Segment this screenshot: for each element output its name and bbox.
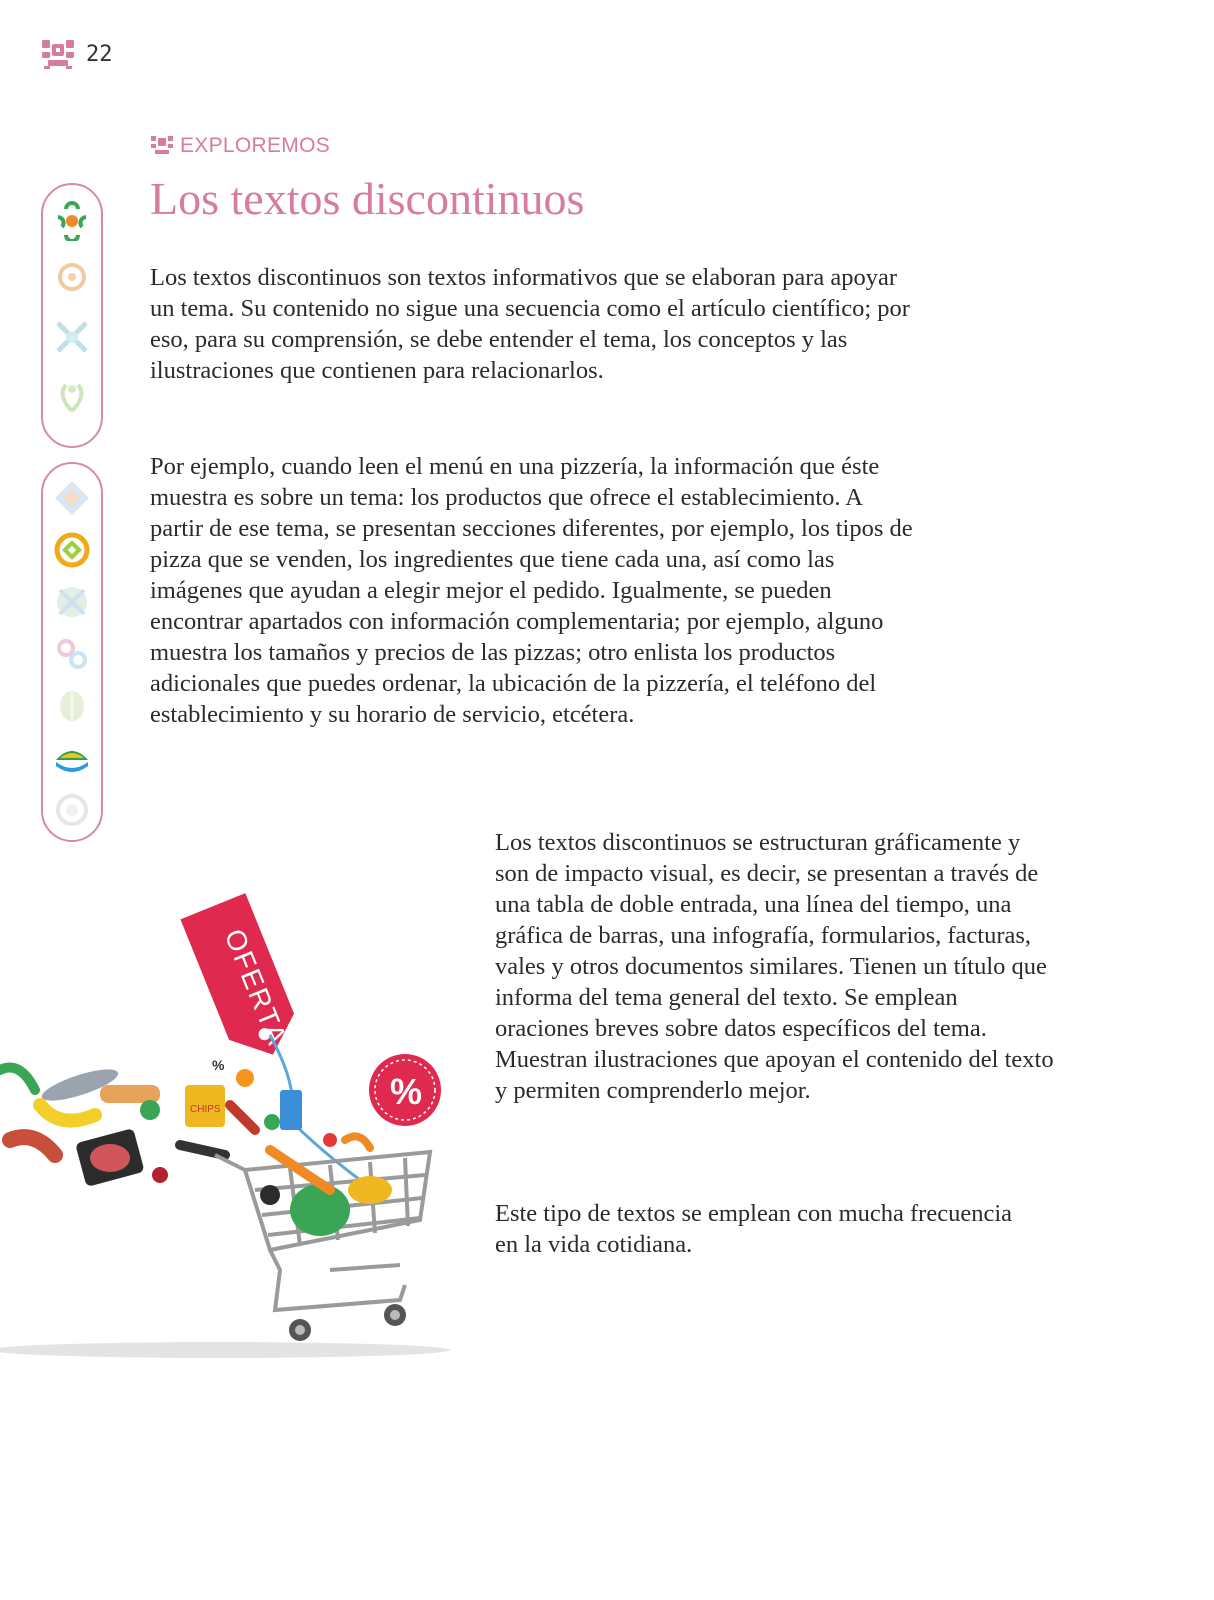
discount-badge: [369, 1054, 441, 1126]
eje-lectura-escritura-icon[interactable]: [52, 738, 92, 778]
eje-igualdad-genero-icon[interactable]: [52, 634, 92, 674]
eje-interculturalidad-icon[interactable]: [52, 582, 92, 622]
eje-pensamiento-critico-icon[interactable]: [52, 530, 92, 570]
paragraph-conclusion: Este tipo de textos se emplean con mucha frecuencia en la vida cotidiana.: [495, 1200, 1013, 1258]
chips-label: CHIPS: [190, 1104, 221, 1115]
campo-lenguajes-icon[interactable]: [52, 201, 92, 241]
campo-saberes-icon[interactable]: [52, 257, 92, 297]
side-panel-ejes: [41, 462, 103, 842]
paragraph-structure: Los textos discontinuos se estructuran gráficamente y son de impacto visual, es decir, se presentan a través de una tabla de doble entrada, una línea del tiempo, una gráfica de barras, una infografía, formularios, facturas, vales y otros documentos similares. Tienen un título que informa del tema general del texto. Se emplean oraciones breves sobre datos específicos del tema. Muestran ilustraciones que apoyan el contenido del texto y permiten comprenderlo mejor.: [495, 829, 1054, 1104]
small-percent: %: [212, 1057, 225, 1073]
eje-inclusion-icon[interactable]: [52, 478, 92, 518]
eje-vida-saludable-icon[interactable]: [52, 686, 92, 726]
paragraph-example: Por ejemplo, cuando leen el menú en una pizzería, la información que éste muestra es sobre un tema: los productos que ofrece el establecimiento. A partir de ese tema, se presentan secciones diferentes, por ejemplo, los tipos de pizza que se venden, los ingredientes que tiene cada una, así como las imágenes que ayudan a elegir mejor el pedido. Igualmente, se pueden encontrar apartados con información complementaria; por ejemplo, alguno muestra los tamaños y precios de las pizzas; otro enlista los productos adicionales que puedes ordenar, la ubicación de la pizzería, el teléfono del establecimiento y su horario de servicio, etcétera.: [150, 453, 913, 728]
page-title: Los textos discontinuos: [150, 173, 585, 224]
page-header: [40, 38, 113, 70]
ornament-icon: [40, 38, 76, 70]
floor-shadow: [0, 1342, 450, 1358]
section-label: [150, 134, 330, 158]
page-number: 22: [86, 41, 113, 67]
shopping-cart-illustration: [0, 890, 460, 1370]
paragraph-intro: Los textos discontinuos son textos informativos que se elaboran para apoyar un tema. Su contenido no sigue una secuencia como el artículo científico; por eso, para su comprensión, se debe entender el tema, los conceptos y las ilustraciones que contienen para relacionarlos.: [150, 264, 910, 384]
section-label-text: EXPLOREMOS: [180, 134, 331, 157]
ornament-small-icon: [150, 135, 174, 157]
flying-groceries: [0, 1063, 370, 1187]
eje-artes-icon[interactable]: [52, 790, 92, 830]
campo-etica-icon[interactable]: [52, 317, 92, 357]
offer-tag: [180, 893, 305, 1068]
offer-tag-text: OFERTA: [218, 924, 294, 1051]
discount-badge-text: %: [390, 1071, 423, 1112]
campo-humano-icon[interactable]: [52, 377, 92, 417]
side-panel-campos: [41, 183, 103, 448]
